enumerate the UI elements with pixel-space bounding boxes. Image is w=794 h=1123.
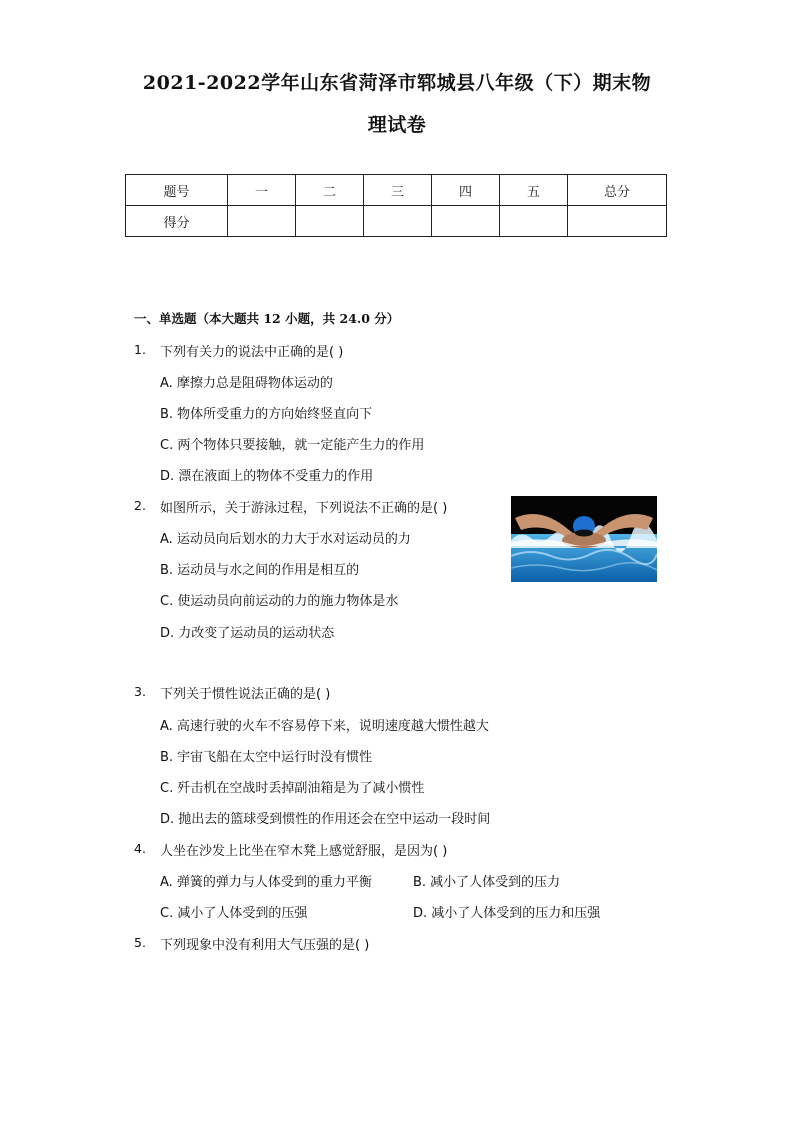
question-option: C. 歼击机在空战时丢掉副油箱是为了减小惯性: [160, 781, 425, 796]
question-option: B. 减小了人体受到的压力: [413, 875, 561, 890]
question-option: D. 减小了人体受到的压力和压强: [413, 906, 601, 921]
score-cell: [296, 206, 364, 237]
score-table: [125, 174, 667, 237]
page-title-line1: 2021-2022学年山东省菏泽市郓城县八年级（下）期末物: [142, 72, 652, 94]
question-option: C. 减小了人体受到的压强: [160, 906, 308, 921]
question-stem: 下列有关力的说法中正确的是( ): [160, 345, 344, 360]
score-table-header-row: [126, 175, 667, 206]
question-option: D. 漂在液面上的物体不受重力的作用: [160, 469, 374, 484]
question-number: 4.: [134, 841, 146, 856]
question-option: A. 弹簧的弹力与人体受到的重力平衡: [160, 875, 372, 890]
question-number: 3.: [134, 684, 146, 699]
question-option: A. 高速行驶的火车不容易停下来，说明速度越大惯性越大: [160, 719, 489, 734]
question-option: B. 宇宙飞船在太空中运行时没有惯性: [160, 750, 373, 765]
question-option: B. 运动员与水之间的作用是相互的: [160, 563, 360, 578]
swimmer-illustration: [511, 496, 657, 582]
swimmer-photo: [511, 496, 657, 582]
question-number: 5.: [134, 935, 146, 950]
question-option: B. 物体所受重力的方向始终竖直向下: [160, 407, 373, 422]
question-option: C. 两个物体只要接触，就一定能产生力的作用: [160, 438, 425, 453]
question-option: D. 抛出去的篮球受到惯性的作用还会在空中运动一段时间: [160, 812, 491, 827]
score-header-cell: 总分: [568, 175, 667, 206]
question-number: 2.: [134, 498, 146, 513]
score-cell: [432, 206, 500, 237]
score-header-cell: 三: [364, 175, 432, 206]
score-cell: [228, 206, 296, 237]
score-header-cell: 五: [500, 175, 568, 206]
score-header-cell: 四: [432, 175, 500, 206]
question-number: 1.: [134, 342, 146, 357]
score-cell: [568, 206, 667, 237]
page-title-line2: 理试卷: [367, 114, 427, 136]
question-stem: 人坐在沙发上比坐在窄木凳上感觉舒服，是因为( ): [160, 844, 448, 859]
score-header-cell: 二: [296, 175, 364, 206]
score-cell: [500, 206, 568, 237]
section-heading: 一、单选题（本大题共 12 小题，共 24.0 分）: [134, 311, 400, 326]
question-option: D. 力改变了运动员的运动状态: [160, 626, 335, 641]
question-option: A. 运动员向后划水的力大于水对运动员的力: [160, 532, 411, 547]
score-cell: [364, 206, 432, 237]
score-table-score-row: [126, 206, 667, 237]
question-stem: 下列现象中没有利用大气压强的是( ): [160, 938, 370, 953]
question-option: A. 摩擦力总是阻碍物体运动的: [160, 376, 333, 391]
score-header-cell: 题号: [126, 175, 228, 206]
question-stem: 下列关于惯性说法正确的是( ): [160, 687, 331, 702]
question-option: C. 使运动员向前运动的力的施力物体是水: [160, 594, 399, 609]
score-row-label: 得分: [126, 206, 228, 237]
question-stem: 如图所示，关于游泳过程，下列说法不正确的是( ): [160, 501, 448, 516]
score-header-cell: 一: [228, 175, 296, 206]
